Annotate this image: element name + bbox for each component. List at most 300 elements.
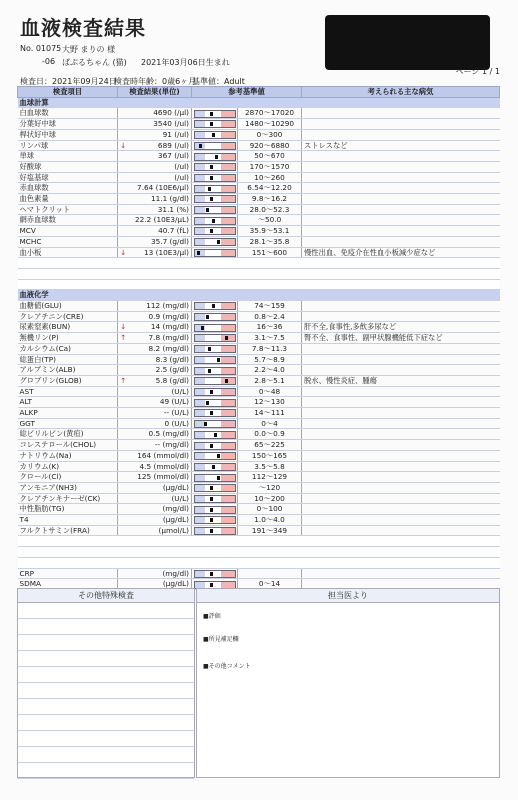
test-result [118,408,192,419]
reference-range: 0～14 [238,579,302,590]
reference-range: 28.1～35.8 [238,236,302,247]
test-result [118,375,192,386]
birth-date: 2021年03月06日生まれ [141,58,230,67]
result-unit: (U/L) [171,408,189,418]
test-result [118,322,192,333]
test-result [118,311,192,322]
result-unit: (mmol/dl) [153,461,189,471]
range-marker [225,336,228,340]
range-bar [192,354,238,365]
possible-disease [302,183,500,194]
reference-range: 1480～10290 [238,119,302,130]
result-value: 7.64 [137,183,154,193]
result-value: 164 [137,450,152,460]
result-value: 125 [137,472,152,482]
range-bar [192,311,238,322]
result-row [18,429,500,440]
reference-range: 170～1570 [238,161,302,172]
result-unit: (g/dl) [169,236,189,246]
result-row [18,119,500,130]
test-name: 桿状好中球 [18,129,118,140]
range-marker [217,454,220,458]
test-name: カルシウム(Ca) [18,343,118,354]
result-value: 367 [157,151,172,161]
possible-disease [302,515,500,526]
section-header [18,97,500,108]
possible-disease [302,194,500,205]
test-result [118,183,192,194]
possible-disease [302,429,500,440]
range-bar [192,515,238,526]
range-bar [192,482,238,493]
test-result [118,236,192,247]
result-unit: (mg/dl) [162,568,189,578]
test-result [118,161,192,172]
result-row [18,194,500,205]
reference-range: 191～349 [238,525,302,536]
range-marker [199,144,202,148]
test-result [118,397,192,408]
reference-range [238,568,302,579]
possible-disease: 慢性出血、免疫介在性血小板減少症など [302,247,500,258]
possible-disease: 脱水、慢性炎症、腫瘍 [302,375,500,386]
result-row [18,322,500,333]
range-marker [210,444,213,448]
result-unit: (/ul) [174,161,189,171]
range-marker [215,155,218,159]
test-name: 尿素窒素(BUN) [18,322,118,333]
result-row [18,418,500,429]
column-result: 検査結果(単位) [118,87,192,98]
reference-range: 65～225 [238,440,302,451]
result-unit: (mg/dl) [162,301,189,311]
test-name: 無機リン(P) [18,333,118,344]
test-result [118,418,192,429]
result-row [18,440,500,451]
possible-disease [302,472,500,483]
possible-disease [302,386,500,397]
range-marker [208,347,211,351]
possible-disease [302,568,500,579]
test-result [118,525,192,536]
range-marker [210,229,213,233]
range-marker [210,583,213,587]
abnormal-flag: ↑ [120,333,127,343]
test-name: 白血球数 [18,108,118,119]
result-row [18,215,500,226]
result-unit: (/ul) [174,172,189,182]
owner-name: 大野 まりの 様 [62,45,116,54]
result-value: 0.9 [148,311,161,321]
test-name: MCV [18,226,118,237]
test-result [118,386,192,397]
result-unit: (g/dl) [169,194,189,204]
reference-range: 2.8～5.1 [238,375,302,386]
test-result [118,515,192,526]
range-bar [192,386,238,397]
possible-disease [302,161,500,172]
test-name: 総蛋白(TP) [18,354,118,365]
test-result [118,204,192,215]
test-result [118,151,192,162]
result-row [18,408,500,419]
range-bar [192,397,238,408]
test-result [118,226,192,237]
test-result [118,461,192,472]
range-bar [192,429,238,440]
test-name: CRP [18,568,118,579]
result-value: 8.3 [155,354,168,364]
test-name: アルブミン(ALB) [18,365,118,376]
test-name: リンパ球 [18,140,118,151]
range-marker [210,508,213,512]
possible-disease: 肝不全,食事性,多飲多尿など [302,322,500,333]
spacer-row [18,536,500,547]
result-row [18,568,500,579]
reference-range: 1.0～4.0 [238,515,302,526]
test-name: 分葉好中球 [18,119,118,130]
test-result [118,129,192,140]
reference-range: 2.2～4.0 [238,365,302,376]
test-name: 好塩基球 [18,172,118,183]
range-marker [217,240,220,244]
result-row [18,247,500,258]
range-marker [206,401,209,405]
range-bar [192,493,238,504]
test-result [118,568,192,579]
result-row [18,204,500,215]
other-tests-title: その他特殊検査 [18,589,194,603]
results-table [17,86,500,590]
test-name: MCHC [18,236,118,247]
test-name: クロール(Cl) [18,472,118,483]
result-row [18,161,500,172]
possible-disease [302,108,500,119]
exam-date: 検査日：2021年09月24日 [20,77,117,86]
range-bar [192,172,238,183]
result-value: 40.7 [158,226,175,236]
test-result [118,450,192,461]
possible-disease [302,397,500,408]
pet-name: ぱぷるちゃん (猫) [62,58,127,67]
result-unit: (mg/dl) [162,311,189,321]
result-row [18,397,500,408]
test-name: SDMA [18,579,118,590]
range-bar [192,365,238,376]
range-bar [192,472,238,483]
possible-disease [302,440,500,451]
reference-range: ～120 [238,482,302,493]
possible-disease [302,343,500,354]
other-tests-lines [18,603,194,779]
result-value: 0.5 [148,429,161,439]
result-value: 31.1 [157,204,175,214]
range-bar [192,343,238,354]
possible-disease [302,172,500,183]
test-name: クレアチンキナーゼ(CK) [18,493,118,504]
test-name: 血糖値(GLU) [18,301,118,312]
result-value: 5.8 [155,375,168,385]
result-row [18,461,500,472]
result-unit: (g/dl) [169,375,189,385]
test-result [118,140,192,151]
reference-range: ～50.0 [238,215,302,226]
result-unit: (mg/dl) [162,440,189,450]
reference-range: 920～6880 [238,140,302,151]
result-value: 2.5 [155,365,168,375]
result-unit: (U/L) [171,418,189,428]
result-row [18,108,500,119]
result-row [18,450,500,461]
test-name: ALKP [18,408,118,419]
reference-range: 12～130 [238,397,302,408]
result-value: 4690 [153,108,172,118]
spacer-row [18,279,500,290]
test-result [118,301,192,312]
possible-disease [302,354,500,365]
reference-range: 7.8～11.3 [238,343,302,354]
range-bar [192,568,238,579]
result-unit: (mmol/dl) [153,472,189,482]
test-name: グロブリン(GLOB) [18,375,118,386]
range-bar [192,418,238,429]
result-unit: (μmol/L) [158,525,189,535]
result-unit: (/ul) [174,140,189,150]
range-marker [206,208,209,212]
result-unit: (μg/dL) [162,579,189,589]
result-value: 11.1 [150,194,168,204]
range-bar [192,525,238,536]
result-unit: (U/L) [171,397,189,407]
table-header-row [18,87,500,98]
findings-label: ■所見補足欄 [203,636,239,643]
range-marker [210,572,213,576]
column-item: 検査項目 [18,87,118,98]
result-value: 112 [146,301,161,311]
result-value: 3540 [153,119,172,129]
reference-range: 16～36 [238,322,302,333]
column-disease: 考えられる主な病気 [302,87,500,98]
spacer-row [18,268,500,279]
test-result [118,215,192,226]
result-row [18,129,500,140]
possible-disease [302,408,500,419]
result-row [18,472,500,483]
reference-range: 9.8～16.2 [238,194,302,205]
result-unit: (%) [176,204,189,214]
range-bar [192,183,238,194]
range-marker [217,476,220,480]
range-bar [192,108,238,119]
range-bar [192,236,238,247]
possible-disease [302,301,500,312]
abnormal-flag: ↑ [120,375,127,385]
reference-range: 28.0～52.3 [238,204,302,215]
possible-disease [302,129,500,140]
range-marker [201,326,204,330]
test-name: 赤血球数 [18,183,118,194]
possible-disease [302,482,500,493]
test-result [118,172,192,183]
range-bar [192,129,238,140]
test-result [118,493,192,504]
result-row [18,343,500,354]
range-bar [192,140,238,151]
result-row [18,515,500,526]
test-name: 好酸球 [18,161,118,172]
result-row [18,504,500,515]
reference-range: 0～4 [238,418,302,429]
test-result [118,482,192,493]
test-name: フルクトサミン(FRA) [18,525,118,536]
range-bar [192,161,238,172]
page-title: 血液検査結果 [20,16,146,40]
possible-disease: 腎不全、食事性、副甲状腺機能低下症など [302,333,500,344]
possible-disease [302,311,500,322]
range-marker [210,411,213,415]
reference-range: 5.7～8.9 [238,354,302,365]
result-unit: (g/dl) [169,354,189,364]
test-result [118,472,192,483]
possible-disease [302,226,500,237]
result-unit: (/ul) [174,129,189,139]
reference-range: 10～200 [238,493,302,504]
range-bar [192,247,238,258]
range-marker [208,369,211,373]
result-row [18,493,500,504]
possible-disease [302,236,500,247]
range-marker [212,304,215,308]
result-unit: (10E6/μl) [155,183,189,193]
possible-disease [302,204,500,215]
test-name: AST [18,386,118,397]
result-unit: (g/dl) [169,365,189,375]
reference-range: 35.9～53.1 [238,226,302,237]
result-unit: (mg/dl) [162,429,189,439]
range-bar [192,333,238,344]
reference-range: 10～260 [238,172,302,183]
range-marker [210,176,213,180]
result-unit: (10E3/μL) [153,215,189,225]
reference-range: 0～100 [238,504,302,515]
possible-disease [302,525,500,536]
range-marker [206,315,209,319]
result-row [18,301,500,312]
reference-range: 151～600 [238,247,302,258]
range-marker [225,379,228,383]
range-marker [210,497,213,501]
possible-disease [302,151,500,162]
possible-disease [302,461,500,472]
test-result [118,247,192,258]
result-row [18,311,500,322]
reference-range: 0～48 [238,386,302,397]
range-marker [210,197,213,201]
result-unit: (U/L) [171,493,189,503]
possible-disease [302,450,500,461]
result-value: 91 [162,129,172,139]
range-bar [192,301,238,312]
possible-disease [302,493,500,504]
test-name: 血小板 [18,247,118,258]
evaluation-label: ■評価 [203,613,221,620]
range-bar [192,440,238,451]
test-name: アンモニア(NH3) [18,482,118,493]
abnormal-flag: ↓ [120,140,127,150]
range-marker [210,529,213,533]
record-number: No. 01075 [20,44,62,53]
result-unit: (mg/dl) [162,504,189,514]
other-comment-label: ■その他コメント [203,663,251,670]
spacer-row [18,547,500,558]
reference-range: 2870～17020 [238,108,302,119]
possible-disease [302,418,500,429]
section-title: 血液化学 [18,290,500,301]
range-marker [197,251,200,255]
range-bar [192,151,238,162]
range-marker [212,219,215,223]
test-name: 中性脂肪(TG) [18,504,118,515]
test-name: 総ビリルビン(黄疸) [18,429,118,440]
test-result [118,194,192,205]
possible-disease: ストレスなど [302,140,500,151]
redacted-area [325,15,490,70]
test-result [118,429,192,440]
reference-range: 50～670 [238,151,302,162]
result-value: 49 [159,397,170,407]
result-row [18,333,500,344]
range-marker [210,390,213,394]
result-value: 35.7 [150,236,168,246]
result-value: 22.2 [135,215,152,225]
result-value: 8.2 [148,343,161,353]
range-marker [210,165,213,169]
test-result [118,108,192,119]
abnormal-flag: ↓ [120,247,127,257]
possible-disease [302,119,500,130]
result-row [18,151,500,162]
result-unit: (/ul) [174,151,189,161]
reference-range: 6.54～12.20 [238,183,302,194]
exam-age: 検査時年齢：0歳6ヶ月 [114,77,197,86]
range-marker [210,122,213,126]
doctor-notes-title: 担当医より [197,589,499,603]
result-row [18,482,500,493]
range-bar [192,504,238,515]
range-marker [212,465,215,469]
range-bar [192,408,238,419]
result-unit: (/μl) [174,108,189,118]
test-name: GGT [18,418,118,429]
test-name: コレステロール(CHOL) [18,440,118,451]
result-value: 13 [144,247,154,257]
reference-range: 112～129 [238,472,302,483]
result-unit: (mg/dl) [162,333,189,343]
result-row [18,140,500,151]
range-bar [192,461,238,472]
possible-disease [302,215,500,226]
result-unit: (fL) [176,226,189,236]
test-result [118,440,192,451]
result-row [18,386,500,397]
test-result [118,333,192,344]
reference-range: 3.1～7.5 [238,333,302,344]
result-value: 0 [164,418,170,428]
result-value: -- [163,408,170,418]
range-marker [204,422,207,426]
result-row [18,236,500,247]
column-reference: 参考基準値 [192,87,302,98]
